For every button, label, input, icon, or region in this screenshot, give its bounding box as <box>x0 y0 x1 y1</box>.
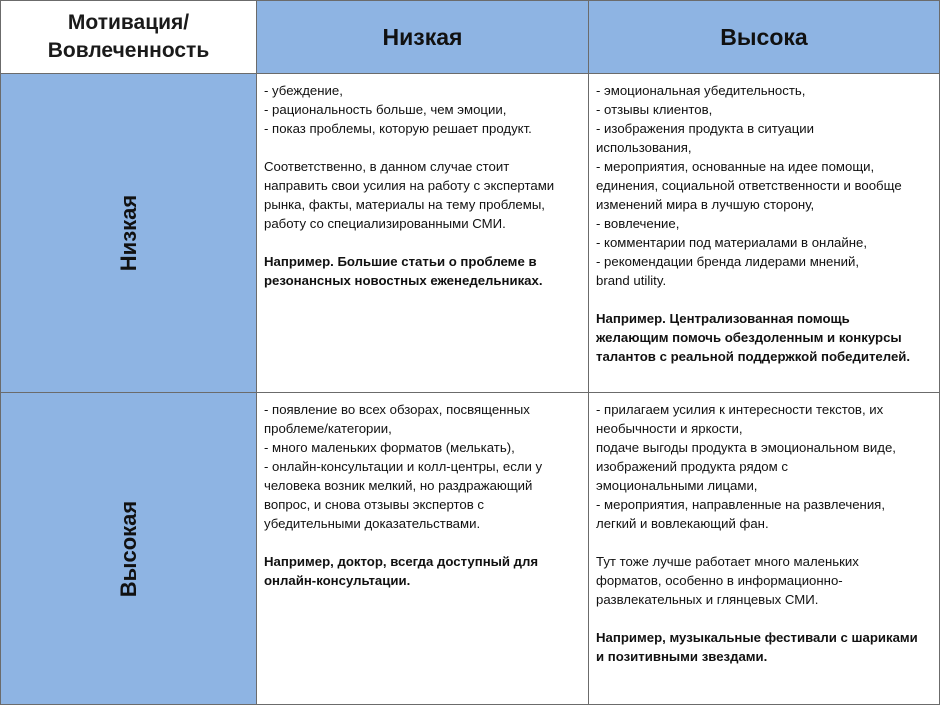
paragraph-line: работу со специализированными СМИ. <box>264 216 506 231</box>
example-line: желающим помочь обездоленным и конкурсы <box>596 330 902 345</box>
row-header-high-label: Высокая <box>115 500 141 597</box>
column-header-high-label: Высока <box>720 23 808 50</box>
paragraph-line: Тут тоже лучше работает много маленьких <box>596 554 859 569</box>
list-item: вопрос, и снова отзывы экспертов с <box>264 497 485 512</box>
corner-header <box>0 0 257 74</box>
example-line: резонансных новостных еженедельниках. <box>264 273 543 288</box>
column-header-low-label: Низкая <box>382 23 463 50</box>
row-header-low-label: Низкая <box>115 194 141 272</box>
example-line: Например, музыкальные фестивали с шариками <box>596 630 918 645</box>
list-item: подаче выгоды продукта в эмоциональном виде, <box>596 440 896 455</box>
list-item: - мероприятия, основанные на идее помощи, <box>596 159 875 174</box>
example-line: Например, доктор, всегда доступный для <box>264 554 539 569</box>
list-item: единения, социальной ответственности и вообще <box>596 178 902 193</box>
list-item: - отзывы клиентов, <box>596 102 713 117</box>
paragraph-line: форматов, особенно в информационно- <box>596 573 843 588</box>
list-item: - комментарии под материалами в онлайне, <box>596 235 868 250</box>
example-line: талантов с реальной поддержкой победителей. <box>596 349 911 364</box>
example-line: и позитивными звездами. <box>596 649 768 664</box>
list-item: убедительными доказательствами. <box>264 516 481 531</box>
list-item: - вовлечение, <box>596 216 680 231</box>
list-item: - прилагаем усилия к интересности текстов, их <box>596 402 884 417</box>
column-header-low <box>256 0 589 74</box>
paragraph-line: рынка, факты, материалы на тему проблемы, <box>264 197 545 212</box>
paragraph-line: развлекательных и глянцевых СМИ. <box>596 592 819 607</box>
row-header-low <box>0 73 257 393</box>
list-item: - изображения продукта в ситуации <box>596 121 814 136</box>
cell-low-low <box>256 73 589 393</box>
list-item: использования, <box>596 140 692 155</box>
corner-header-line2: Вовлеченность <box>47 39 210 62</box>
list-item: - появление во всех обзорах, посвященных <box>264 402 530 417</box>
list-item: эмоциональными лицами, <box>596 478 758 493</box>
example-line: онлайн-консультации. <box>264 573 411 588</box>
cell-low-high <box>588 73 940 393</box>
cell-high-high <box>588 392 940 705</box>
list-item: - показ проблемы, которую решает продукт. <box>264 121 532 136</box>
corner-header-line1: Мотивация/ <box>67 11 190 34</box>
list-item: человека возник мелкий, но раздражающий <box>264 478 533 493</box>
example-line: Например. Централизованная помощь <box>596 311 850 326</box>
list-item: - рекомендации бренда лидерами мнений, <box>596 254 860 269</box>
list-item: - эмоциональная убедительность, <box>596 83 806 98</box>
list-item: - рациональность больше, чем эмоции, <box>264 102 507 117</box>
list-item: легкий и вовлекающий фан. <box>596 516 769 531</box>
row-header-high <box>0 392 257 705</box>
list-item: - мероприятия, направленные на развлечения, <box>596 497 885 512</box>
list-item: brand utility. <box>596 273 667 288</box>
paragraph-line: направить свои усилия на работу с экспертами <box>264 178 555 193</box>
list-item: - много маленьких форматов (мелькать), <box>264 440 515 455</box>
list-item: необычности и яркости, <box>596 421 743 436</box>
list-item: проблеме/категории, <box>264 421 392 436</box>
list-item: - онлайн-консультации и колл-центры, если у <box>264 459 543 474</box>
list-item: изображений продукта рядом с <box>596 459 788 474</box>
list-item: изменений мира в лучшую сторону, <box>596 197 815 212</box>
paragraph-line: Соответственно, в данном случае стоит <box>264 159 510 174</box>
example-line: Например. Большие статьи о проблеме в <box>264 254 537 269</box>
cell-high-low <box>256 392 589 705</box>
column-header-high <box>588 0 940 74</box>
list-item: - убеждение, <box>264 83 343 98</box>
